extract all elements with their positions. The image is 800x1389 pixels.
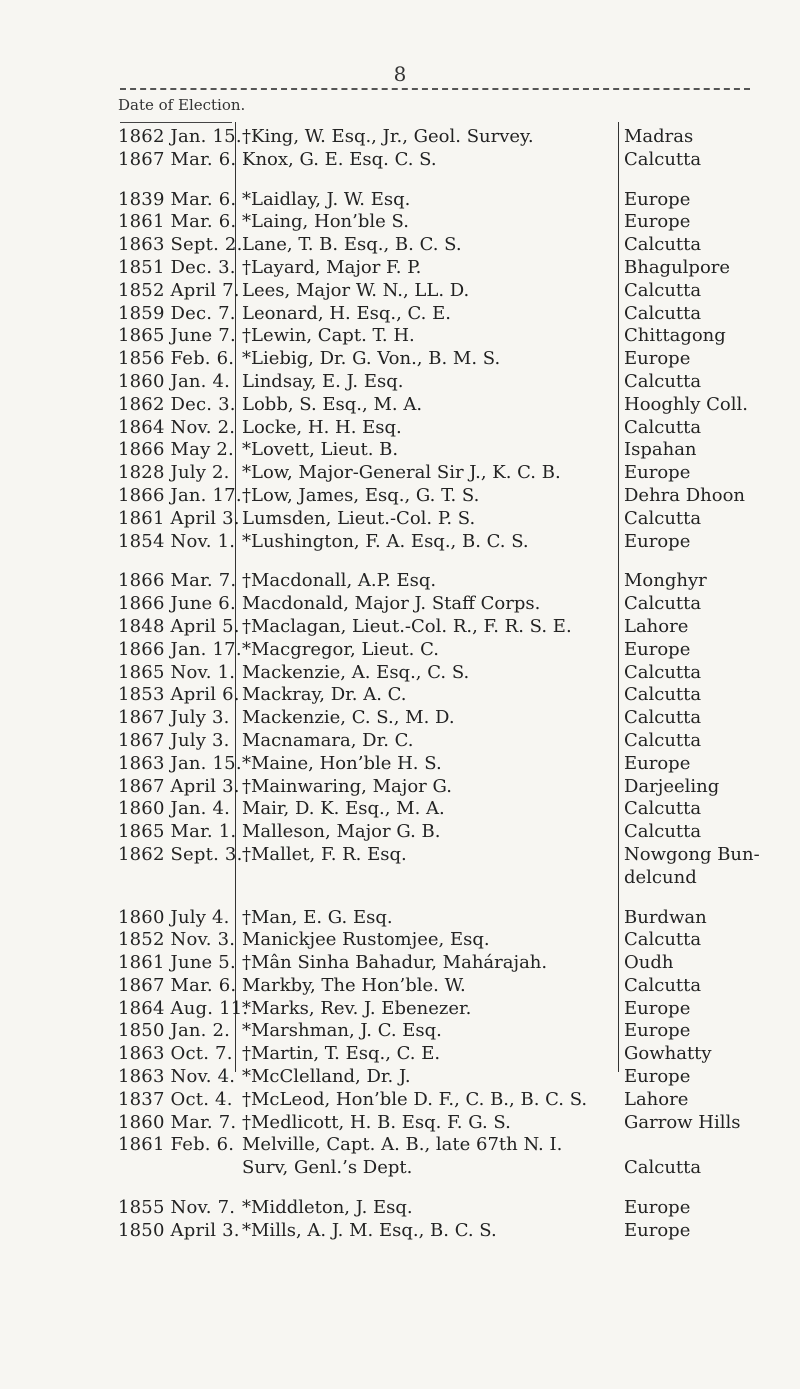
election-date: 1863 Oct. 7.	[118, 1043, 233, 1065]
member-location: Europe	[624, 1066, 691, 1088]
election-date: 1854 Nov. 1.	[118, 530, 236, 552]
member-name: †Medlicott, H. B. Esq. F. G. S.	[242, 1111, 511, 1133]
member-name: †King, W. Esq., Jr., Geol. Survey.	[242, 126, 534, 147]
member-location: Europe	[624, 1020, 691, 1042]
member-name: *Low, Major-General Sir J., K. C. B.	[242, 462, 561, 484]
member-name: †Lewin, Capt. T. H.	[242, 325, 415, 347]
member-row	[0, 257, 800, 280]
election-date: 1863 Jan. 15.	[118, 752, 242, 774]
member-location: Calcutta	[624, 234, 702, 256]
member-location: Monghyr	[624, 570, 707, 592]
member-row	[0, 798, 800, 821]
member-name: Knox, G. E. Esq. C. S.	[242, 148, 437, 170]
member-row	[0, 684, 800, 707]
member-name: *Laing, Hon’ble S.	[242, 211, 409, 233]
member-name: Mackenzie, C. S., M. D.	[242, 707, 455, 729]
member-location: Calcutta	[624, 729, 702, 751]
member-row	[0, 1089, 800, 1112]
member-location: Bhagulpore	[624, 256, 731, 278]
member-name: Leonard, H. Esq., C. E.	[242, 302, 451, 324]
member-row	[0, 821, 800, 844]
election-date: 1867 July 3.	[118, 707, 230, 729]
member-location: Calcutta	[624, 302, 702, 324]
member-location: Europe	[624, 188, 691, 210]
member-name: Mair, D. K. Esq., M. A.	[242, 798, 445, 820]
member-row	[0, 1197, 800, 1220]
member-row	[0, 730, 800, 753]
member-row	[0, 1112, 800, 1135]
member-name: Lees, Major W. N., LL. D.	[242, 279, 470, 301]
member-location: Calcutta	[624, 821, 702, 843]
member-row	[0, 776, 800, 799]
member-name: *Liebig, Dr. G. Von., B. M. S.	[242, 348, 501, 370]
member-row	[0, 234, 800, 257]
election-date: 1861 April 3.	[118, 507, 240, 529]
member-name: *Marshman, J. C. Esq.	[242, 1020, 442, 1042]
election-date: 1852 April 7.	[118, 279, 240, 301]
member-location: Calcutta	[624, 684, 702, 706]
member-row	[0, 753, 800, 776]
election-date: 1851 Dec. 3.	[118, 256, 236, 278]
election-date: 1860 Jan. 4.	[118, 798, 231, 820]
member-row	[0, 1066, 800, 1089]
member-name: Markby, The Hon’ble. W.	[242, 974, 466, 996]
member-row	[0, 998, 800, 1021]
member-row	[0, 485, 800, 508]
member-name: Lumsden, Lieut.-Col. P. S.	[242, 507, 476, 529]
member-row	[0, 907, 800, 930]
member-location: Darjeeling	[624, 775, 720, 797]
member-row	[0, 616, 800, 639]
member-row	[0, 1157, 800, 1180]
member-location: Gowhatty	[624, 1043, 712, 1065]
member-name: *Laidlay, J. W. Esq.	[242, 188, 411, 210]
member-row	[0, 394, 800, 417]
election-date: 1861 June 5.	[118, 952, 236, 974]
member-location: Calcutta	[624, 929, 702, 951]
member-row	[0, 303, 800, 326]
election-date: 1862 Jan. 15.	[118, 126, 242, 147]
election-date: 1864 Aug. 11.	[118, 997, 249, 1019]
member-row	[0, 348, 800, 371]
election-date: 1853 April 6.	[118, 684, 240, 706]
member-row	[0, 844, 800, 867]
member-name: *Macgregor, Lieut. C.	[242, 638, 439, 660]
member-section	[0, 1197, 800, 1243]
member-row	[0, 707, 800, 730]
member-name: Lobb, S. Esq., M. A.	[242, 393, 423, 415]
member-location: Nowgong Bun-	[624, 843, 760, 865]
member-section	[0, 189, 800, 554]
election-date: 1867 Mar. 6.	[118, 148, 237, 170]
member-name: *Lushington, F. A. Esq., B. C. S.	[242, 530, 529, 552]
member-name: *Mills, A. J. M. Esq., B. C. S.	[242, 1219, 497, 1241]
member-name: Lindsay, E. J. Esq.	[242, 370, 404, 392]
member-name: †Maclagan, Lieut.-Col. R., F. R. S. E.	[242, 615, 572, 637]
member-location: Madras	[624, 126, 694, 147]
election-date: 1865 Nov. 1.	[118, 661, 236, 683]
member-row	[0, 531, 800, 554]
member-row	[0, 570, 800, 593]
election-date: 1860 Jan. 4.	[118, 370, 231, 392]
member-name: Macnamara, Dr. C.	[242, 729, 414, 751]
election-date: 1867 July 3.	[118, 729, 230, 751]
member-name: †McLeod, Hon’ble D. F., C. B., B. C. S.	[242, 1088, 588, 1110]
member-name: Melville, Capt. A. B., late 67th N. I.	[242, 1134, 563, 1156]
election-date: 1848 April 5.	[118, 615, 240, 637]
election-date: 1866 June 6.	[118, 593, 236, 615]
member-name: †Mainwaring, Major G.	[242, 775, 452, 797]
member-section	[0, 907, 800, 1181]
election-date: 1850 Jan. 2.	[118, 1020, 231, 1042]
member-location: Europe	[624, 462, 691, 484]
election-date: 1863 Sept. 2.	[118, 234, 243, 256]
member-row	[0, 1043, 800, 1066]
member-location: Calcutta	[624, 507, 702, 529]
election-date: 1866 Jan. 17.	[118, 638, 242, 660]
member-location: Oudh	[624, 952, 674, 974]
election-date: 1867 Mar. 6.	[118, 974, 237, 996]
election-date: 1850 April 3.	[118, 1219, 240, 1241]
member-name: †Low, James, Esq., G. T. S.	[242, 484, 480, 506]
page-number: 8	[393, 62, 407, 86]
member-name: Mackray, Dr. A. C.	[242, 684, 407, 706]
member-row	[0, 211, 800, 234]
member-name: †Martin, T. Esq., C. E.	[242, 1043, 441, 1065]
member-location: Garrow Hills	[624, 1111, 741, 1133]
member-name: †Mallet, F. R. Esq.	[242, 843, 407, 865]
member-location: Europe	[624, 638, 691, 660]
member-row	[0, 439, 800, 462]
member-location: Calcutta	[624, 661, 702, 683]
member-name: Manickjee Rustomjee, Esq.	[242, 929, 490, 951]
member-location: delcund	[624, 866, 697, 888]
election-date: 1839 Mar. 6.	[118, 188, 237, 210]
member-row	[0, 371, 800, 394]
member-location: Ispahan	[624, 439, 697, 461]
member-row	[0, 929, 800, 952]
member-row	[0, 662, 800, 685]
member-row	[0, 417, 800, 440]
member-row	[0, 1020, 800, 1043]
election-date: 1859 Dec. 7.	[118, 302, 236, 324]
member-location: Calcutta	[624, 1157, 702, 1179]
election-date: 1865 Mar. 1.	[118, 821, 237, 843]
member-location: Burdwan	[624, 906, 707, 928]
member-name: Locke, H. H. Esq.	[242, 416, 402, 438]
member-name: †Layard, Major F. P.	[242, 256, 422, 278]
member-location: Lahore	[624, 1088, 689, 1110]
member-location: Europe	[624, 997, 691, 1019]
election-date: 1866 Jan. 17.	[118, 484, 242, 506]
member-name: *McClelland, Dr. J.	[242, 1066, 411, 1088]
election-date: 1861 Feb. 6.	[118, 1134, 235, 1156]
member-name: †Mân Sinha Bahadur, Mahárajah.	[242, 952, 548, 974]
election-date: 1861 Mar. 6.	[118, 211, 237, 233]
election-date: 1867 April 3.	[118, 775, 240, 797]
election-date: 1852 Nov. 3.	[118, 929, 236, 951]
member-location: Calcutta	[624, 370, 702, 392]
member-name: Macdonald, Major J. Staff Corps.	[242, 593, 541, 615]
member-row	[0, 508, 800, 531]
election-date: 1860 Mar. 7.	[118, 1111, 237, 1133]
member-location: Dehra Dhoon	[624, 484, 746, 506]
member-location: Europe	[624, 530, 691, 552]
member-location: Calcutta	[624, 707, 702, 729]
member-location: Calcutta	[624, 148, 702, 170]
election-date: 1862 Sept. 3.	[118, 843, 243, 865]
member-name: Mackenzie, A. Esq., C. S.	[242, 661, 470, 683]
member-row	[0, 280, 800, 303]
election-date: 1828 July 2.	[118, 462, 230, 484]
member-name: †Macdonall, A.P. Esq.	[242, 570, 437, 592]
member-row	[0, 952, 800, 975]
election-date: 1862 Dec. 3.	[118, 393, 236, 415]
member-row	[0, 593, 800, 616]
election-date: 1860 July 4.	[118, 906, 230, 928]
election-date: 1863 Nov. 4.	[118, 1066, 236, 1088]
member-name: Surv, Genl.’s Dept.	[242, 1157, 413, 1179]
election-date: 1856 Feb. 6.	[118, 348, 235, 370]
election-date: 1866 Mar. 7.	[118, 570, 237, 592]
column-header-date: Date of Election.	[118, 96, 246, 114]
member-location: Lahore	[624, 615, 689, 637]
member-row	[0, 867, 800, 890]
member-row	[0, 1134, 800, 1157]
member-name: Malleson, Major G. B.	[242, 821, 441, 843]
member-name: †Man, E. G. Esq.	[242, 906, 393, 928]
member-list	[0, 126, 800, 1260]
member-row	[0, 189, 800, 212]
election-date: 1865 June 7.	[118, 325, 236, 347]
member-location: Calcutta	[624, 416, 702, 438]
election-date: 1866 May 2.	[118, 439, 234, 461]
header-rule	[120, 88, 750, 90]
member-location: Europe	[624, 348, 691, 370]
member-location: Chittagong	[624, 325, 726, 347]
member-row	[0, 462, 800, 485]
member-row	[0, 325, 800, 348]
member-location: Europe	[624, 1219, 691, 1241]
member-name: *Marks, Rev. J. Ebenezer.	[242, 997, 472, 1019]
member-name: *Middleton, J. Esq.	[242, 1197, 413, 1219]
election-date: 1837 Oct. 4.	[118, 1088, 233, 1110]
member-name: *Lovett, Lieut. B.	[242, 439, 399, 461]
member-location: Calcutta	[624, 798, 702, 820]
member-name: Lane, T. B. Esq., B. C. S.	[242, 234, 462, 256]
member-location: Europe	[624, 211, 691, 233]
header-underline	[120, 122, 232, 123]
member-location: Hooghly Coll.	[624, 393, 748, 415]
member-location: Calcutta	[624, 279, 702, 301]
member-row	[0, 149, 800, 172]
member-row	[0, 975, 800, 998]
member-location: Calcutta	[624, 974, 702, 996]
member-location: Europe	[624, 1197, 691, 1219]
member-row	[0, 1220, 800, 1243]
election-date: 1855 Nov. 7.	[118, 1197, 236, 1219]
member-name: *Maine, Hon’ble H. S.	[242, 752, 442, 774]
member-location: Calcutta	[624, 593, 702, 615]
member-row	[0, 126, 800, 149]
member-row	[0, 639, 800, 662]
election-date: 1864 Nov. 2.	[118, 416, 236, 438]
member-section	[0, 126, 800, 172]
member-section	[0, 570, 800, 889]
member-location: Europe	[624, 752, 691, 774]
